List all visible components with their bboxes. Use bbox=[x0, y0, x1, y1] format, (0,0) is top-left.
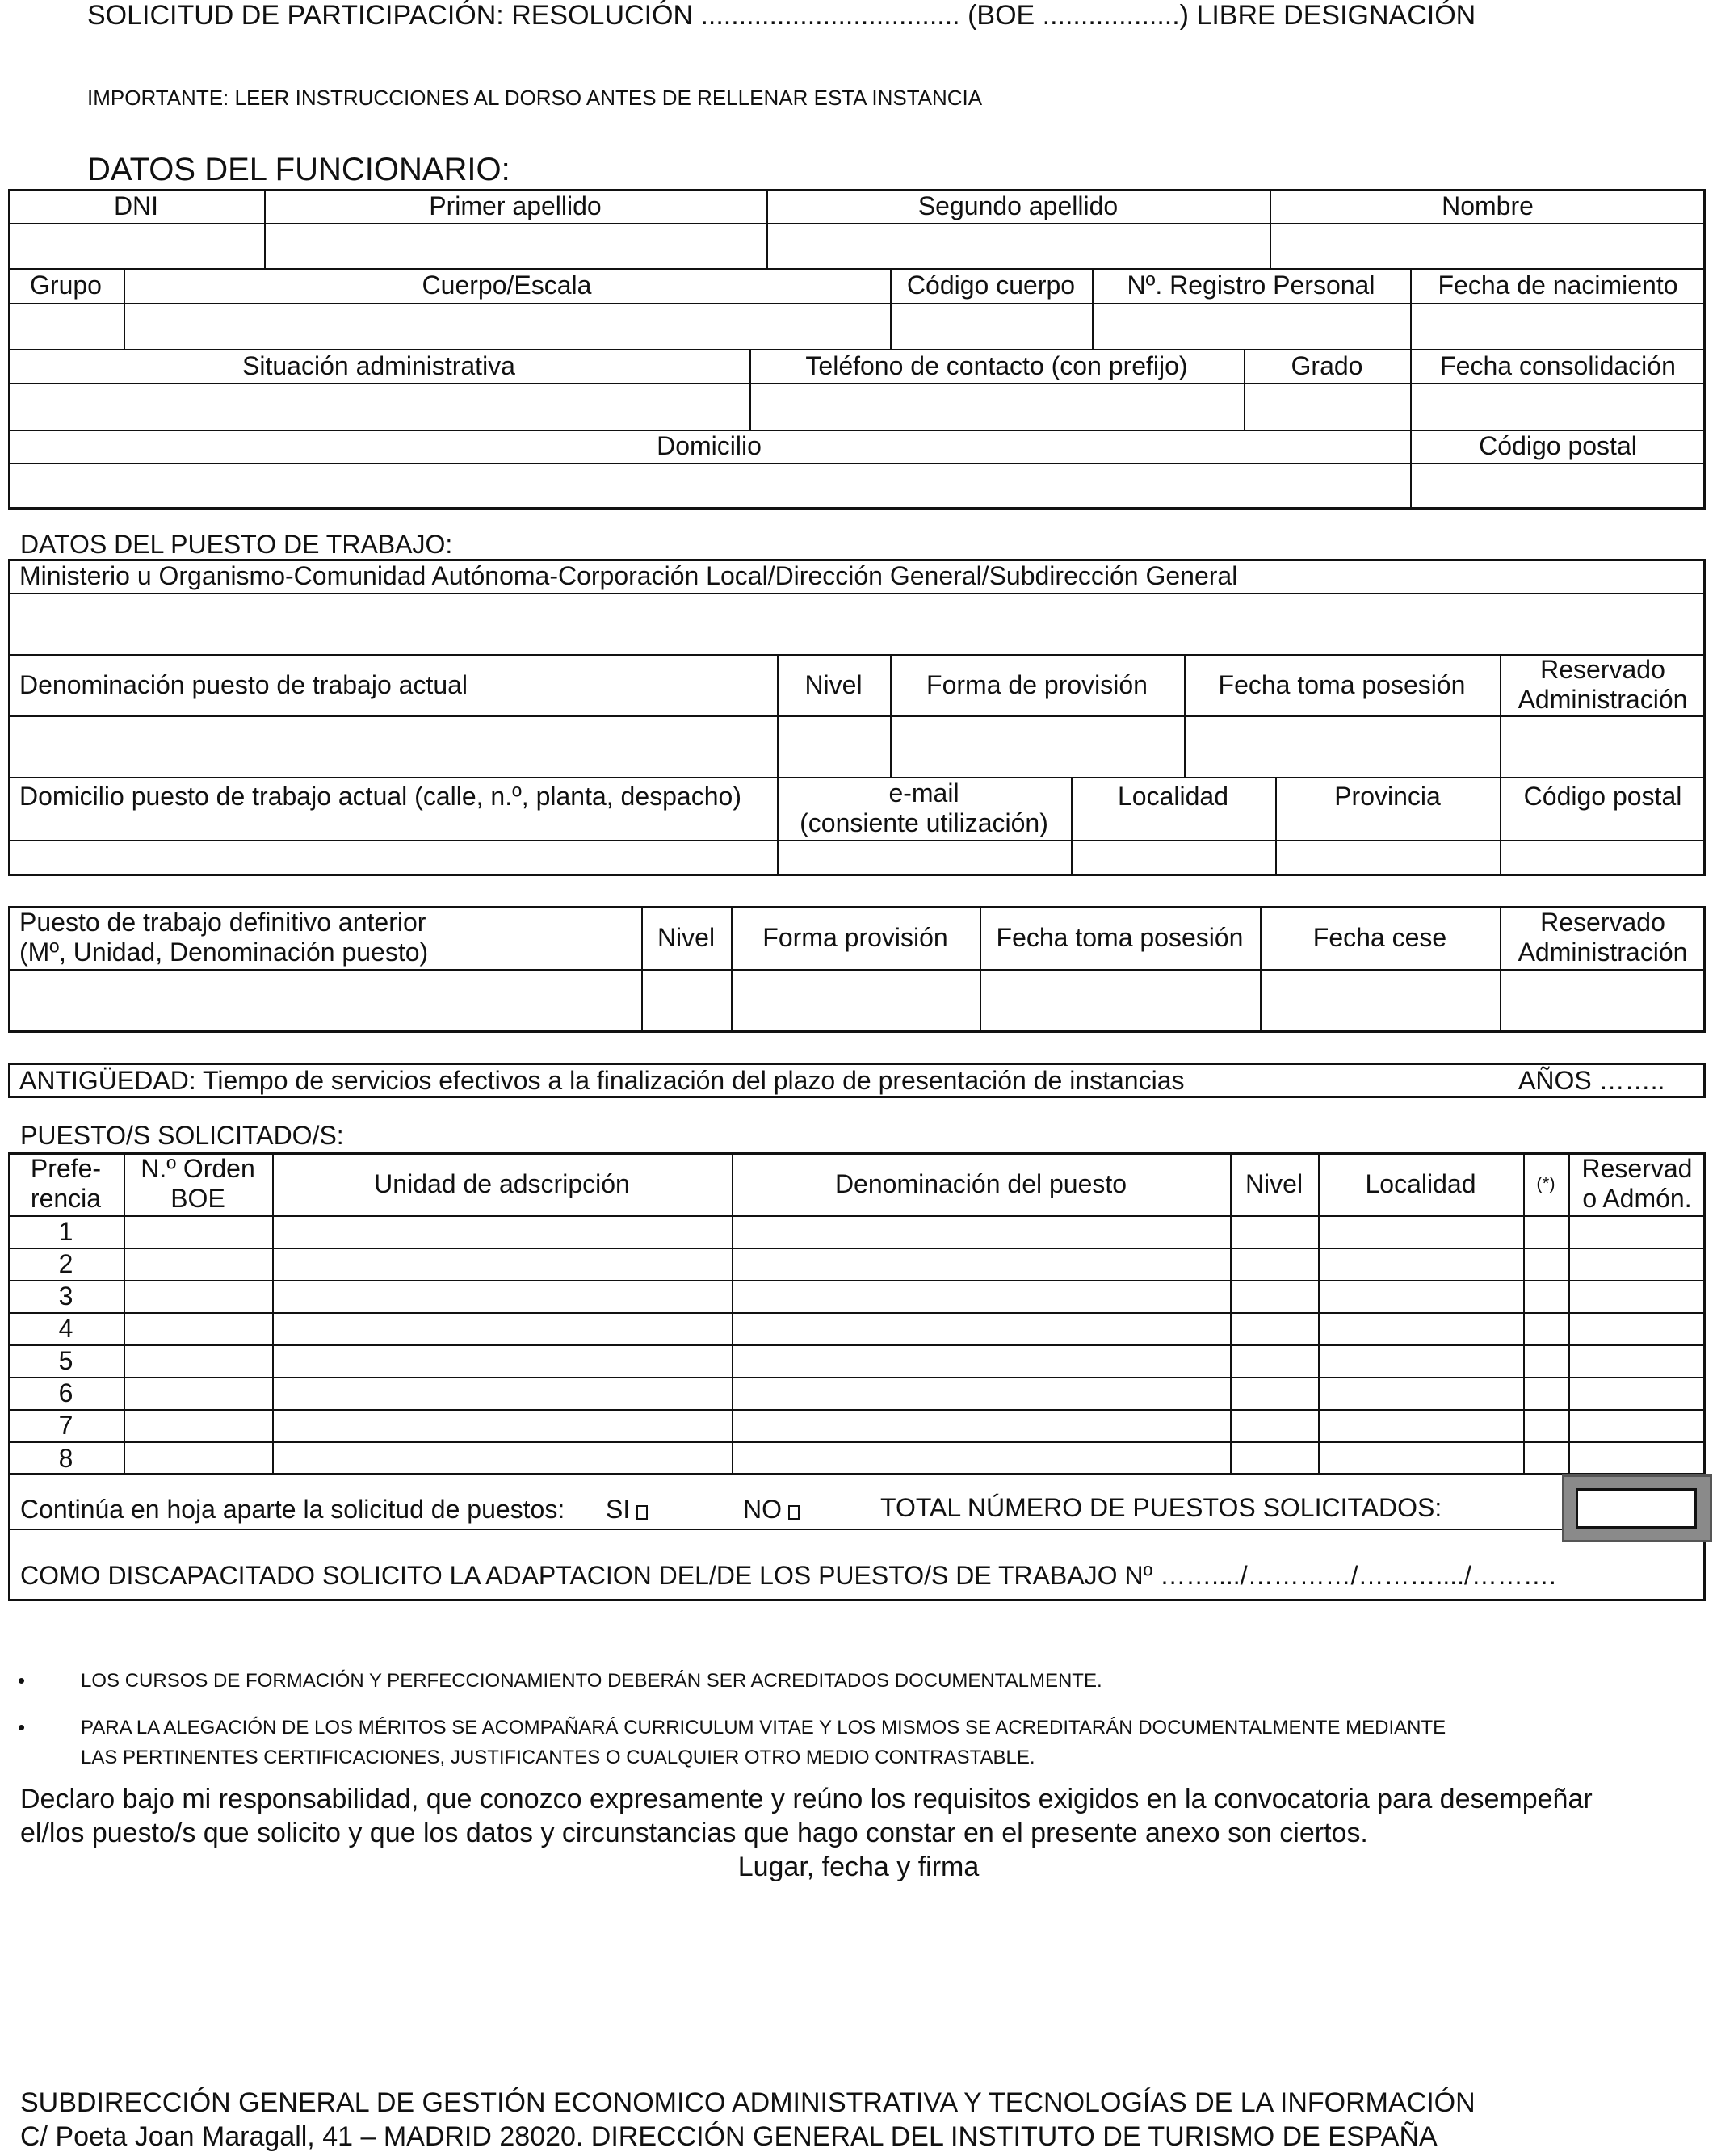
bullet-icon: • bbox=[18, 1715, 26, 1739]
label-denominacion-actual: Denominación puesto de trabajo actual bbox=[19, 669, 468, 699]
puesto-heading: DATOS DEL PUESTO DE TRABAJO: bbox=[20, 530, 453, 559]
col-asterisk: (*) bbox=[1536, 1173, 1555, 1194]
antiguedad-anos: AÑOS …….. bbox=[1518, 1065, 1665, 1095]
important-note: IMPORTANTE: LEER INSTRUCCIONES AL DORSO ANTES DE RELLENAR ESTA INSTANCIA bbox=[87, 86, 983, 110]
label-nombre: Nombre bbox=[1442, 191, 1534, 220]
orden-line-1: N.º Orden bbox=[141, 1154, 255, 1184]
label-primer-apellido: Primer apellido bbox=[429, 191, 602, 220]
label-codigo-postal: Código postal bbox=[1479, 431, 1637, 461]
label-segundo-apellido: Segundo apellido bbox=[917, 191, 1119, 220]
note-1: LOS CURSOS DE FORMACIÓN Y PERFECCIONAMIENTO DEBERÁN SER ACREDITADOS DOCUMENTALMENTE. bbox=[81, 1670, 1102, 1692]
col-reservado bbox=[1568, 1152, 1706, 1215]
col-unidad: Unidad de adscripción bbox=[374, 1168, 630, 1198]
pref-line-2: rencia bbox=[30, 1184, 102, 1213]
reservado-line-1: Reservado bbox=[1540, 655, 1665, 685]
label-provincia: Provincia bbox=[1334, 781, 1441, 811]
pref-line-1: Prefe- bbox=[30, 1154, 102, 1184]
orden-line-2: BOE bbox=[170, 1184, 225, 1213]
label-codigo-cuerpo: Código cuerpo bbox=[906, 271, 1076, 300]
label-anterior-nivel: Nivel bbox=[657, 922, 716, 952]
label-puesto-anterior bbox=[8, 906, 641, 969]
label-situacion-administrativa: Situación administrativa bbox=[242, 350, 515, 380]
label-telefono: Teléfono de contacto (con prefijo) bbox=[805, 350, 1188, 380]
label-anterior-fecha-cese: Fecha cese bbox=[1312, 922, 1447, 952]
label-dni: DNI bbox=[113, 191, 159, 220]
segundo-apellido-field[interactable] bbox=[766, 224, 1270, 268]
col-nivel: Nivel bbox=[1245, 1168, 1303, 1198]
reserv-line-1: Reservad bbox=[1581, 1154, 1693, 1184]
label-nivel: Nivel bbox=[804, 669, 863, 699]
label-ministerio: Ministerio u Organismo-Comunidad Autónoma-Corporación Local/Dirección General/Subdirección General bbox=[19, 560, 1238, 590]
continua-si[interactable] bbox=[606, 1495, 648, 1525]
no-label: NO bbox=[743, 1495, 782, 1524]
row-number-5: 5 bbox=[58, 1345, 73, 1375]
row-number-7: 7 bbox=[58, 1410, 73, 1440]
label-fecha-nacimiento: Fecha de nacimiento bbox=[1438, 271, 1678, 300]
label-grupo: Grupo bbox=[30, 271, 102, 300]
reservado-line-2: Administración bbox=[1518, 685, 1688, 714]
continua-no[interactable] bbox=[743, 1495, 800, 1525]
solicitados-heading: PUESTO/S SOLICITADO/S: bbox=[20, 1121, 344, 1150]
label-fecha-toma-posesion: Fecha toma posesión bbox=[1218, 669, 1466, 699]
anterior-line-1: Puesto de trabajo definitivo anterior bbox=[19, 908, 426, 937]
anterior-reservado-line-2: Administración bbox=[1518, 937, 1688, 967]
email-line-2: (consiente utilización) bbox=[800, 808, 1048, 837]
anterior-line-2: (Mº, Unidad, Denominación puesto) bbox=[19, 937, 429, 967]
label-registro-personal: Nº. Registro Personal bbox=[1127, 271, 1375, 300]
reserv-line-2: o Admón. bbox=[1582, 1184, 1692, 1213]
label-anterior-forma: Forma provisión bbox=[762, 922, 948, 952]
no-checkbox[interactable] bbox=[788, 1505, 800, 1520]
funcionario-heading: DATOS DEL FUNCIONARIO: bbox=[87, 152, 510, 187]
label-domicilio: Domicilio bbox=[657, 431, 762, 461]
email-line-1: e-mail bbox=[888, 778, 959, 808]
bullet-icon: • bbox=[18, 1668, 26, 1693]
label-anterior-fecha-toma: Fecha toma posesión bbox=[996, 922, 1244, 952]
col-orden-boe bbox=[124, 1152, 272, 1215]
row-number-6: 6 bbox=[58, 1378, 73, 1407]
row-number-8: 8 bbox=[58, 1443, 73, 1473]
total-box-frame bbox=[1562, 1474, 1712, 1542]
label-reservado-administracion bbox=[1500, 654, 1706, 715]
row-number-1: 1 bbox=[58, 1216, 73, 1246]
footer-line-2: C/ Poeta Joan Maragall, 41 – MADRID 28020. DIRECCIÓN GENERAL DEL INSTITUTO DE TURISMO DE ESPAÑA bbox=[20, 2121, 1438, 2152]
label-fecha-consolidacion: Fecha consolidación bbox=[1440, 350, 1676, 380]
label-grado: Grado bbox=[1291, 350, 1363, 380]
form-title: SOLICITUD DE PARTICIPACIÓN: RESOLUCIÓN .................................. (BOE ..................) LIBRE DESIGNACIÓN bbox=[87, 0, 1476, 31]
label-email bbox=[777, 777, 1071, 840]
label-localidad: Localidad bbox=[1118, 781, 1228, 811]
lugar-fecha-firma: Lugar, fecha y firma bbox=[737, 1852, 980, 1882]
total-label: TOTAL NÚMERO DE PUESTOS SOLICITADOS: bbox=[880, 1493, 1442, 1522]
row-number-4: 4 bbox=[58, 1313, 73, 1343]
col-preferencia bbox=[8, 1152, 124, 1215]
row-number-2: 2 bbox=[58, 1248, 73, 1278]
total-input[interactable] bbox=[1576, 1488, 1697, 1529]
note-2: PARA LA ALEGACIÓN DE LOS MÉRITOS SE ACOMPAÑARÁ CURRICULUM VITAE Y LOS MISMOS SE ACREDITARÁN DOCUMENTALMENTE MEDIANTE bbox=[81, 1717, 1446, 1739]
row-number-3: 3 bbox=[58, 1281, 73, 1311]
label-anterior-reservado bbox=[1500, 906, 1706, 969]
label-domicilio-puesto: Domicilio puesto de trabajo actual (calle, n.º, planta, despacho) bbox=[19, 781, 741, 811]
footer-line-1: SUBDIRECCIÓN GENERAL DE GESTIÓN ECONOMICO ADMINISTRATIVA Y TECNOLOGÍAS DE LA INFORMACIÓN bbox=[20, 2087, 1476, 2118]
label-codigo-postal-puesto: Código postal bbox=[1523, 781, 1682, 811]
si-label: SI bbox=[606, 1495, 631, 1524]
anterior-reservado-line-1: Reservado bbox=[1540, 908, 1665, 937]
label-forma-provision: Forma de provisión bbox=[926, 669, 1148, 699]
si-checkbox[interactable] bbox=[636, 1505, 648, 1520]
continua-text: Continúa en hoja aparte la solicitud de puestos: bbox=[20, 1495, 565, 1524]
declaration-line-2: el/los puesto/s que solicito y que los datos y circunstancias que hago constar en el presente anexo son ciertos. bbox=[20, 1818, 1368, 1848]
discapacitado-text: COMO DISCAPACITADO SOLICITO LA ADAPTACION DEL/DE LOS PUESTO/S DE TRABAJO Nº ……..../…………/………..../………. bbox=[20, 1561, 1556, 1590]
label-cuerpo-escala: Cuerpo/Escala bbox=[422, 271, 592, 300]
declaration-line-1: Declaro bajo mi responsabilidad, que conozco expresamente y reúno los requisitos exigidos en la convocatoria para desempeñar bbox=[20, 1784, 1593, 1814]
antiguedad-text: ANTIGÜEDAD: Tiempo de servicios efectivos a la finalización del plazo de presentación de instancias bbox=[19, 1065, 1185, 1095]
nombre-field[interactable] bbox=[1270, 224, 1706, 268]
col-denominacion: Denominación del puesto bbox=[834, 1168, 1127, 1198]
ministerio-field[interactable] bbox=[10, 594, 1704, 654]
note-3: LAS PERTINENTES CERTIFICACIONES, JUSTIFICANTES O CUALQUIER OTRO MEDIO CONTRASTABLE. bbox=[81, 1747, 1035, 1768]
col-localidad: Localidad bbox=[1365, 1168, 1476, 1198]
primer-apellido-field[interactable] bbox=[264, 224, 766, 268]
